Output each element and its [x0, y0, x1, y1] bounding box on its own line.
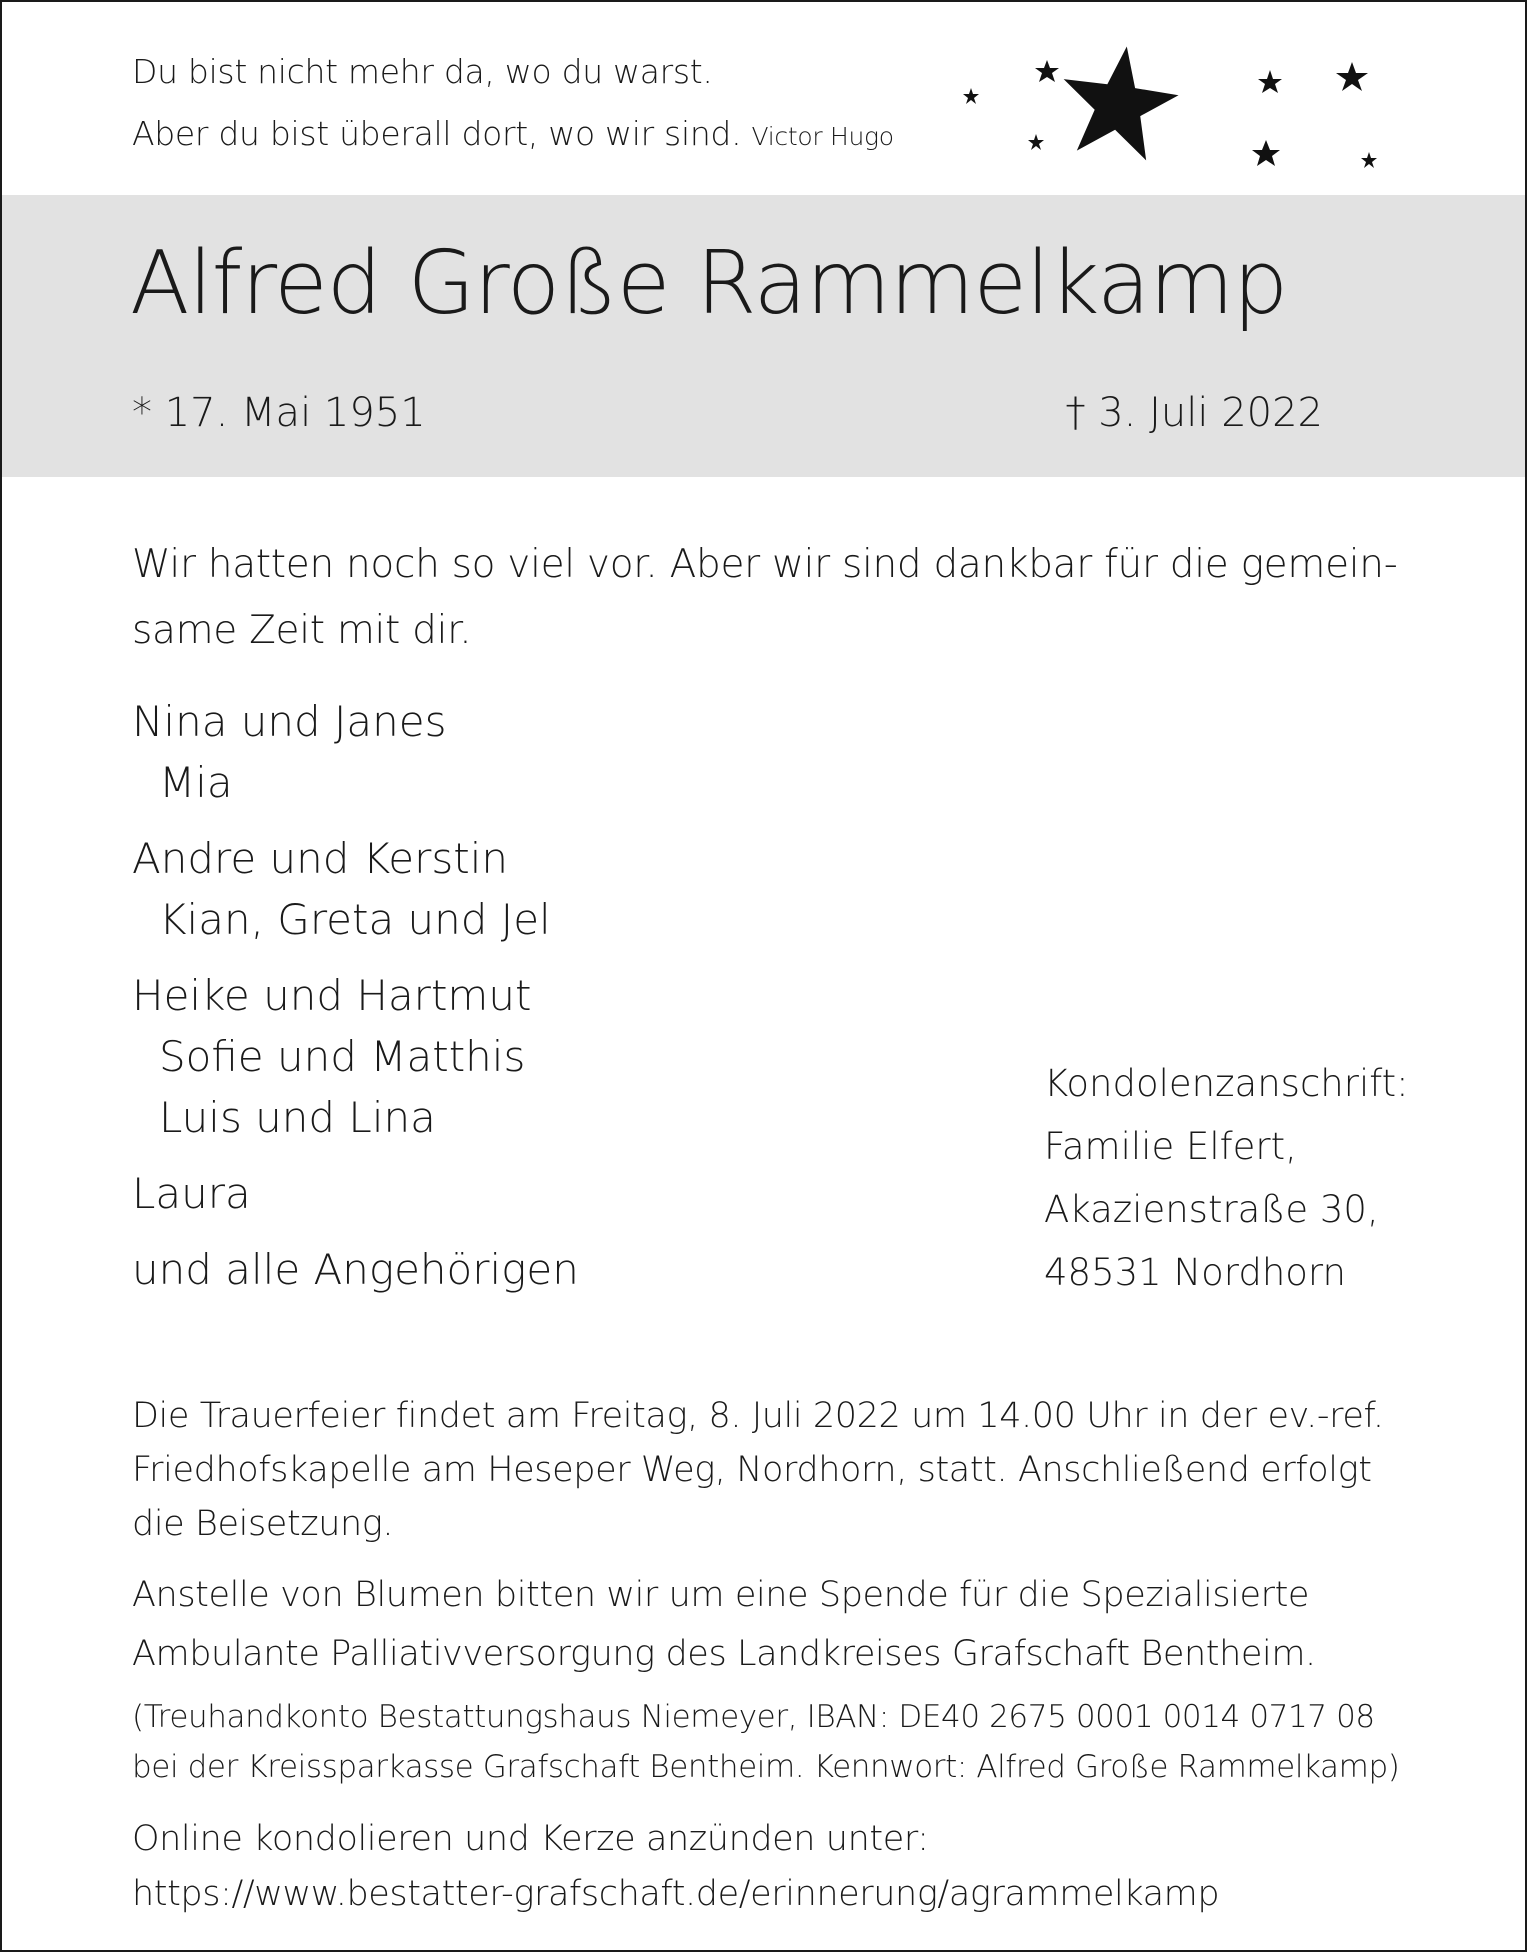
funeral-line: Die Trauerfeier findet am Freitag, 8. Juli 2022 um 14.00 Uhr in der ev.-ref.: [132, 1396, 1384, 1436]
family-children: Kian, Greta und Jel: [159, 895, 551, 944]
big-star-icon: [1054, 42, 1184, 164]
condolence-address-label: Kondolenzanschrift:: [1044, 1062, 1409, 1105]
donation-line: Anstelle von Blumen bitten wir um eine Spende für die Spezialisierte: [132, 1575, 1310, 1615]
family-children: Sofie und Matthis: [159, 1032, 526, 1081]
family-name: und alle Angehörigen: [132, 1245, 579, 1294]
family-name: Heike und Hartmut: [132, 971, 532, 1020]
death-date: † 3. Juli 2022: [1065, 390, 1323, 436]
funeral-line: Friedhofskapelle am Heseper Weg, Nordhorn, statt. Anschließend erfolgt: [132, 1450, 1372, 1490]
online-condolence-link[interactable]: https://www.bestatter-grafschaft.de/erinnerung/agrammelkamp: [132, 1874, 1220, 1914]
funeral-line: die Beisetzung.: [132, 1504, 394, 1544]
intro-line-2: same Zeit mit dir.: [132, 608, 472, 653]
account-line: bei der Kreissparkasse Grafschaft Bentheim. Kennwort: Alfred Große Rammelkamp): [132, 1749, 1400, 1785]
account-line: (Treuhandkonto Bestattungshaus Niemeyer, IBAN: DE40 2675 0001 0014 0717 08: [132, 1699, 1375, 1735]
condolence-address-line: Familie Elfert,: [1044, 1125, 1297, 1168]
donation-line: Ambulante Palliativversorgung des Landkreises Grafschaft Bentheim.: [132, 1634, 1316, 1674]
family-children: Mia: [159, 758, 233, 807]
birth-date: * 17. Mai 1951: [132, 390, 426, 436]
condolence-address-line: Akazienstraße 30,: [1044, 1188, 1379, 1231]
family-name: Laura: [132, 1169, 251, 1218]
small-star-icon: [1336, 62, 1368, 91]
small-star-icon: [1361, 152, 1377, 168]
condolence-address-line: 48531 Nordhorn: [1044, 1251, 1346, 1294]
quote-line-1: Du bist nicht mehr da, wo du warst.: [132, 52, 713, 91]
deceased-name: Alfred Große Rammelkamp: [130, 232, 1288, 334]
small-star-icon: [1258, 70, 1282, 93]
family-name: Andre und Kerstin: [132, 834, 508, 883]
family-children: Luis und Lina: [159, 1093, 436, 1142]
small-star-icon: [963, 88, 979, 104]
quote-line-2-text: Aber du bist überall dort, wo wir sind.: [132, 114, 742, 153]
small-star-icon: [1252, 140, 1280, 166]
family-name: Nina und Janes: [132, 697, 447, 746]
intro-line-1: Wir hatten noch so viel vor. Aber wir sind dankbar für die gemein-: [132, 542, 1398, 587]
online-condolence-label: Online kondolieren und Kerze anzünden unter:: [132, 1819, 929, 1859]
quote-line-2: [132, 114, 894, 153]
small-star-icon: [1035, 60, 1059, 82]
quote-author: Victor Hugo: [751, 122, 894, 151]
stars-decoration: [952, 42, 1392, 182]
small-star-icon: [1028, 134, 1044, 150]
